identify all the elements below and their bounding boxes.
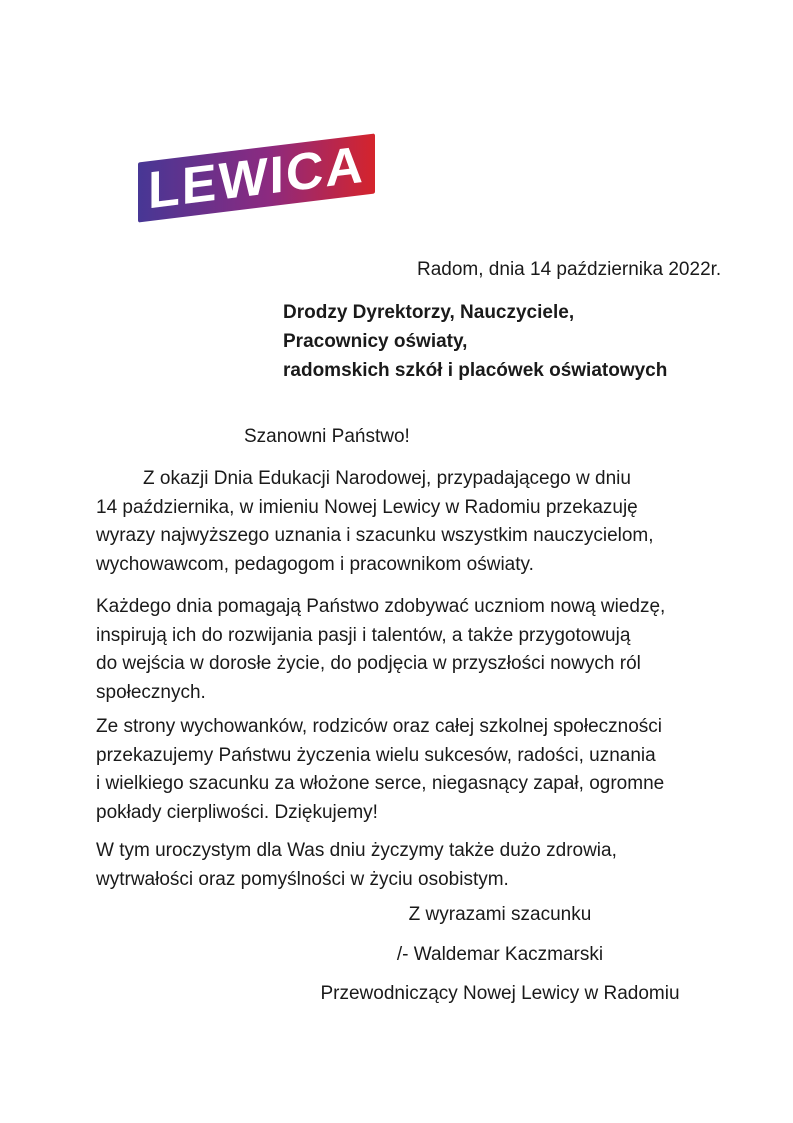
lewica-logo xyxy=(138,133,375,222)
paragraph-line: do wejścia w dorosłe życie, do podjęcia w przyszłości nowych ról xyxy=(96,653,641,674)
salutation: Szanowni Państwo! xyxy=(244,426,410,447)
paragraph-3 xyxy=(96,713,716,827)
closing-regards: Z wyrazami szacunku xyxy=(408,904,592,925)
paragraph-1 xyxy=(96,465,716,579)
addressee-block xyxy=(283,298,667,385)
addressee-line: Pracownicy oświaty, xyxy=(283,331,468,352)
paragraph-line: Z okazji Dnia Edukacji Narodowej, przypadającego w dniu xyxy=(143,468,631,489)
paragraph-line: inspirują ich do rozwijania pasji i talentów, a także przygotowują xyxy=(96,624,631,646)
lewica-logo-text: LEWICA xyxy=(147,135,366,221)
paragraph-line: Każdego dnia pomagają Państwo zdobywać uczniom nową wiedzę, xyxy=(96,596,666,617)
paragraph-line: 14 października, w imieniu Nowej Lewicy w Radomiu przekazuję xyxy=(96,496,638,518)
paragraph-line: wytrwałości oraz pomyślności w życiu osobistym. xyxy=(96,868,509,890)
paragraph-line: Ze strony wychowanków, rodziców oraz całej szkolnej społeczności xyxy=(96,716,663,737)
addressee-line: radomskich szkół i placówek oświatowych xyxy=(283,360,668,381)
addressee-line: Drodzy Dyrektorzy, Nauczyciele, xyxy=(283,302,575,323)
paragraph-line: wyrazy najwyższego uznania i szacunku wszystkim nauczycielom, xyxy=(96,525,654,546)
paragraph-2 xyxy=(96,593,716,707)
paragraph-line: wychowawcom, pedagogom i pracownikom oświaty. xyxy=(96,553,534,575)
paragraph-line: przekazujemy Państwu życzenia wielu sukcesów, radości, uznania xyxy=(96,744,656,766)
paragraph-line: W tym uroczystym dla Was dniu życzymy także dużo zdrowia, xyxy=(96,840,617,861)
closing-block xyxy=(207,901,793,1020)
paragraph-line: społecznych. xyxy=(96,681,206,703)
paragraph-line: i wielkiego szacunku za włożone serce, niegasnący zapał, ogromne xyxy=(96,773,665,794)
closing-signer-title: Przewodniczący Nowej Lewicy w Radomiu xyxy=(320,983,680,1004)
paragraph-4 xyxy=(96,837,716,894)
closing-signature: /- Waldemar Kaczmarski xyxy=(396,943,604,965)
date-line: Radom, dnia 14 października 2022r. xyxy=(417,259,722,280)
paragraph-line: pokłady cierpliwości. Dziękujemy! xyxy=(96,801,378,823)
